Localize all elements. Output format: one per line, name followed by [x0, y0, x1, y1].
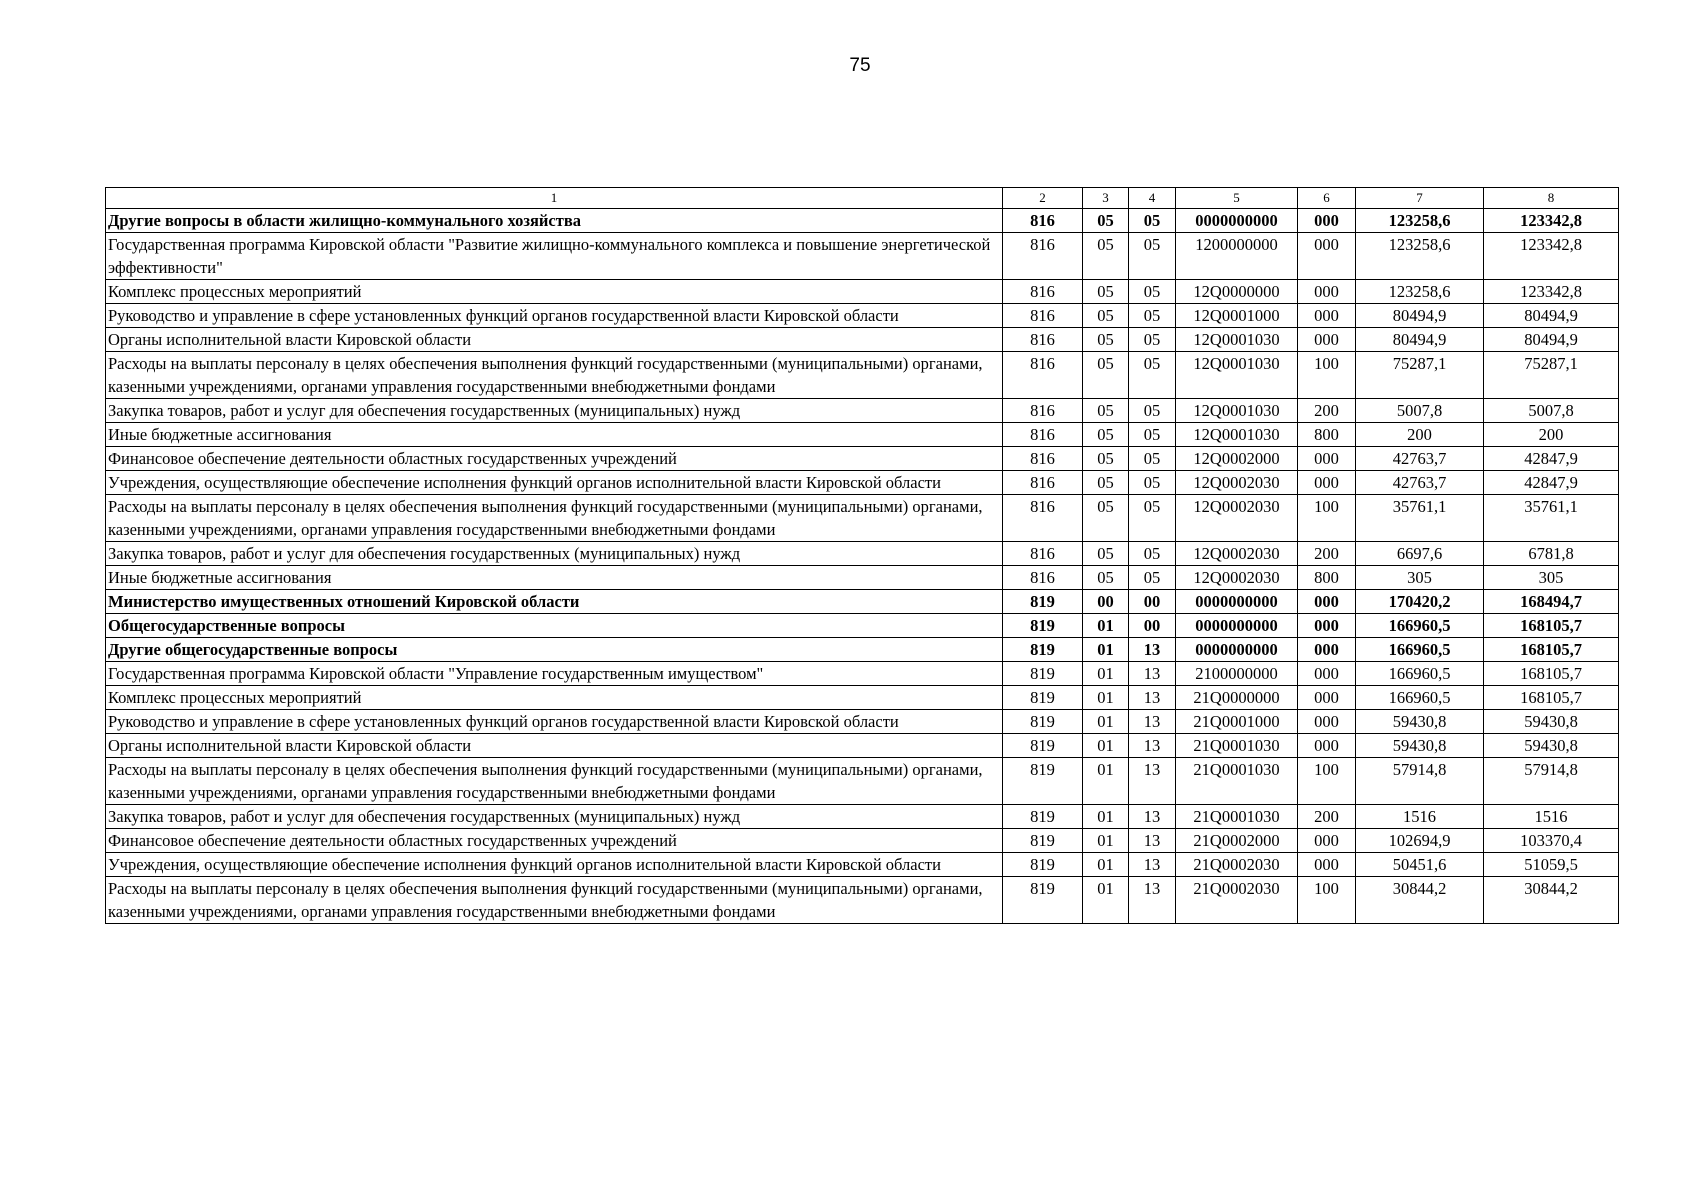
cell-subsection: 00: [1129, 590, 1176, 614]
cell-amount-year-1: 42763,7: [1356, 447, 1484, 471]
cell-subsection: 05: [1129, 495, 1176, 542]
cell-expense-type: 800: [1298, 423, 1356, 447]
cell-ministry-code: 819: [1003, 710, 1083, 734]
cell-subsection: 13: [1129, 877, 1176, 924]
cell-ministry-code: 816: [1003, 399, 1083, 423]
table-row: [106, 686, 1619, 710]
cell-name: Иные бюджетные ассигнования: [106, 423, 1003, 447]
table-row: [106, 710, 1619, 734]
cell-expense-type: 200: [1298, 805, 1356, 829]
cell-subsection: 05: [1129, 471, 1176, 495]
cell-section: 05: [1083, 304, 1129, 328]
cell-name: Другие общегосударственные вопросы: [106, 638, 1003, 662]
cell-amount-year-2: 1516: [1484, 805, 1619, 829]
cell-section: 01: [1083, 805, 1129, 829]
cell-ministry-code: 819: [1003, 662, 1083, 686]
cell-subsection: 13: [1129, 686, 1176, 710]
table-row: [106, 662, 1619, 686]
cell-target-article: 0000000000: [1176, 614, 1298, 638]
cell-expense-type: 000: [1298, 233, 1356, 280]
cell-subsection: 05: [1129, 328, 1176, 352]
cell-name: Министерство имущественных отношений Кировской области: [106, 590, 1003, 614]
cell-expense-type: 100: [1298, 352, 1356, 399]
cell-target-article: 12Q0001000: [1176, 304, 1298, 328]
cell-name: Комплекс процессных мероприятий: [106, 686, 1003, 710]
cell-subsection: 05: [1129, 423, 1176, 447]
cell-section: 05: [1083, 280, 1129, 304]
cell-subsection: 13: [1129, 758, 1176, 805]
cell-amount-year-2: 80494,9: [1484, 328, 1619, 352]
table-row: [106, 566, 1619, 590]
cell-target-article: 12Q0002000: [1176, 447, 1298, 471]
cell-amount-year-2: 168105,7: [1484, 686, 1619, 710]
cell-amount-year-2: 42847,9: [1484, 447, 1619, 471]
cell-section: 01: [1083, 877, 1129, 924]
cell-subsection: 05: [1129, 447, 1176, 471]
cell-section: 01: [1083, 734, 1129, 758]
cell-ministry-code: 816: [1003, 495, 1083, 542]
cell-subsection: 13: [1129, 638, 1176, 662]
cell-amount-year-1: 166960,5: [1356, 614, 1484, 638]
cell-name: Государственная программа Кировской области "Управление государственным имуществом": [106, 662, 1003, 686]
cell-target-article: 0000000000: [1176, 638, 1298, 662]
cell-section: 01: [1083, 758, 1129, 805]
cell-amount-year-1: 123258,6: [1356, 233, 1484, 280]
cell-section: 01: [1083, 638, 1129, 662]
cell-amount-year-2: 200: [1484, 423, 1619, 447]
cell-target-article: 12Q0002030: [1176, 495, 1298, 542]
cell-expense-type: 000: [1298, 734, 1356, 758]
cell-name: Расходы на выплаты персоналу в целях обеспечения выполнения функций государственными (муниципальными) органами, казенными учреждениями, органами управления государственными внебюджетными фондами: [106, 877, 1003, 924]
cell-section: 01: [1083, 853, 1129, 877]
cell-subsection: 05: [1129, 233, 1176, 280]
cell-ministry-code: 819: [1003, 614, 1083, 638]
cell-amount-year-2: 305: [1484, 566, 1619, 590]
cell-amount-year-2: 80494,9: [1484, 304, 1619, 328]
table-row: [106, 805, 1619, 829]
cell-amount-year-2: 42847,9: [1484, 471, 1619, 495]
header-col-2: 2: [1003, 188, 1083, 209]
table-row: [106, 877, 1619, 924]
cell-target-article: 12Q0001030: [1176, 328, 1298, 352]
cell-target-article: 21Q0002000: [1176, 829, 1298, 853]
cell-ministry-code: 816: [1003, 542, 1083, 566]
cell-amount-year-1: 50451,6: [1356, 853, 1484, 877]
cell-amount-year-2: 59430,8: [1484, 710, 1619, 734]
cell-expense-type: 000: [1298, 447, 1356, 471]
header-col-8: 8: [1484, 188, 1619, 209]
cell-expense-type: 000: [1298, 328, 1356, 352]
header-col-4: 4: [1129, 188, 1176, 209]
cell-subsection: 05: [1129, 304, 1176, 328]
cell-amount-year-1: 166960,5: [1356, 662, 1484, 686]
cell-amount-year-2: 6781,8: [1484, 542, 1619, 566]
cell-name: Расходы на выплаты персоналу в целях обеспечения выполнения функций государственными (муниципальными) органами, казенными учреждениями, органами управления государственными внебюджетными фондами: [106, 495, 1003, 542]
cell-amount-year-1: 6697,6: [1356, 542, 1484, 566]
cell-target-article: 21Q0000000: [1176, 686, 1298, 710]
cell-expense-type: 000: [1298, 638, 1356, 662]
header-col-1: 1: [106, 188, 1003, 209]
cell-target-article: 21Q0002030: [1176, 877, 1298, 924]
cell-expense-type: 000: [1298, 304, 1356, 328]
table-row: [106, 328, 1619, 352]
cell-amount-year-1: 35761,1: [1356, 495, 1484, 542]
cell-ministry-code: 819: [1003, 734, 1083, 758]
cell-amount-year-1: 123258,6: [1356, 209, 1484, 233]
cell-expense-type: 100: [1298, 495, 1356, 542]
cell-amount-year-1: 75287,1: [1356, 352, 1484, 399]
cell-section: 01: [1083, 686, 1129, 710]
cell-target-article: 21Q0001030: [1176, 734, 1298, 758]
cell-ministry-code: 816: [1003, 423, 1083, 447]
cell-amount-year-1: 59430,8: [1356, 710, 1484, 734]
cell-name: Закупка товаров, работ и услуг для обеспечения государственных (муниципальных) нужд: [106, 542, 1003, 566]
cell-section: 01: [1083, 614, 1129, 638]
cell-section: 05: [1083, 542, 1129, 566]
table-row: [106, 495, 1619, 542]
cell-name: Органы исполнительной власти Кировской области: [106, 734, 1003, 758]
cell-subsection: 05: [1129, 352, 1176, 399]
cell-amount-year-2: 168105,7: [1484, 662, 1619, 686]
table-row: [106, 853, 1619, 877]
cell-name: Расходы на выплаты персоналу в целях обеспечения выполнения функций государственными (муниципальными) органами, казенными учреждениями, органами управления государственными внебюджетными фондами: [106, 758, 1003, 805]
cell-section: 05: [1083, 352, 1129, 399]
cell-ministry-code: 819: [1003, 805, 1083, 829]
cell-amount-year-2: 168105,7: [1484, 638, 1619, 662]
cell-section: 00: [1083, 590, 1129, 614]
cell-target-article: 12Q0002030: [1176, 566, 1298, 590]
cell-subsection: 13: [1129, 662, 1176, 686]
cell-name: Другие вопросы в области жилищно-коммунального хозяйства: [106, 209, 1003, 233]
cell-amount-year-1: 1516: [1356, 805, 1484, 829]
cell-subsection: 13: [1129, 805, 1176, 829]
cell-amount-year-2: 123342,8: [1484, 280, 1619, 304]
budget-table: [105, 187, 1619, 924]
cell-expense-type: 100: [1298, 758, 1356, 805]
cell-amount-year-1: 200: [1356, 423, 1484, 447]
cell-target-article: 12Q0000000: [1176, 280, 1298, 304]
cell-name: Руководство и управление в сфере установленных функций органов государственной власти Кировской области: [106, 710, 1003, 734]
cell-name: Финансовое обеспечение деятельности областных государственных учреждений: [106, 447, 1003, 471]
cell-amount-year-2: 75287,1: [1484, 352, 1619, 399]
cell-subsection: 00: [1129, 614, 1176, 638]
cell-subsection: 13: [1129, 734, 1176, 758]
cell-section: 05: [1083, 209, 1129, 233]
cell-ministry-code: 819: [1003, 686, 1083, 710]
cell-section: 05: [1083, 233, 1129, 280]
cell-ministry-code: 816: [1003, 233, 1083, 280]
cell-amount-year-1: 123258,6: [1356, 280, 1484, 304]
cell-amount-year-2: 123342,8: [1484, 209, 1619, 233]
cell-ministry-code: 819: [1003, 590, 1083, 614]
cell-ministry-code: 819: [1003, 758, 1083, 805]
cell-section: 01: [1083, 662, 1129, 686]
cell-target-article: 0000000000: [1176, 590, 1298, 614]
cell-name: Комплекс процессных мероприятий: [106, 280, 1003, 304]
cell-ministry-code: 816: [1003, 447, 1083, 471]
table-row: [106, 614, 1619, 638]
cell-ministry-code: 816: [1003, 566, 1083, 590]
cell-ministry-code: 819: [1003, 829, 1083, 853]
table-row: [106, 471, 1619, 495]
table-row: [106, 352, 1619, 399]
header-col-7: 7: [1356, 188, 1484, 209]
cell-amount-year-2: 57914,8: [1484, 758, 1619, 805]
table-row: [106, 423, 1619, 447]
cell-expense-type: 200: [1298, 399, 1356, 423]
cell-name: Государственная программа Кировской области "Развитие жилищно-коммунального комплекса и повышение энергетической эффективности": [106, 233, 1003, 280]
table-row: [106, 829, 1619, 853]
cell-expense-type: 000: [1298, 829, 1356, 853]
table-header-row: [106, 188, 1619, 209]
table-row: [106, 399, 1619, 423]
table-row: [106, 233, 1619, 280]
table-row: [106, 758, 1619, 805]
cell-amount-year-1: 102694,9: [1356, 829, 1484, 853]
table-row: [106, 542, 1619, 566]
cell-amount-year-2: 59430,8: [1484, 734, 1619, 758]
cell-subsection: 13: [1129, 710, 1176, 734]
cell-name: Закупка товаров, работ и услуг для обеспечения государственных (муниципальных) нужд: [106, 399, 1003, 423]
cell-ministry-code: 819: [1003, 877, 1083, 924]
cell-subsection: 05: [1129, 542, 1176, 566]
cell-target-article: 12Q0001030: [1176, 399, 1298, 423]
cell-target-article: 12Q0001030: [1176, 423, 1298, 447]
cell-amount-year-2: 51059,5: [1484, 853, 1619, 877]
table-row: [106, 280, 1619, 304]
cell-amount-year-2: 30844,2: [1484, 877, 1619, 924]
cell-target-article: 21Q0001030: [1176, 758, 1298, 805]
cell-name: Органы исполнительной власти Кировской области: [106, 328, 1003, 352]
cell-target-article: 0000000000: [1176, 209, 1298, 233]
cell-amount-year-1: 80494,9: [1356, 304, 1484, 328]
cell-amount-year-2: 168105,7: [1484, 614, 1619, 638]
cell-expense-type: 000: [1298, 614, 1356, 638]
cell-name: Учреждения, осуществляющие обеспечение исполнения функций органов исполнительной власти Кировской области: [106, 471, 1003, 495]
cell-section: 01: [1083, 710, 1129, 734]
cell-target-article: 12Q0002030: [1176, 542, 1298, 566]
cell-amount-year-1: 30844,2: [1356, 877, 1484, 924]
header-col-5: 5: [1176, 188, 1298, 209]
cell-expense-type: 000: [1298, 686, 1356, 710]
cell-section: 05: [1083, 328, 1129, 352]
table-row: [106, 590, 1619, 614]
cell-target-article: 12Q0001030: [1176, 352, 1298, 399]
cell-amount-year-1: 5007,8: [1356, 399, 1484, 423]
cell-expense-type: 000: [1298, 590, 1356, 614]
cell-subsection: 13: [1129, 853, 1176, 877]
cell-expense-type: 000: [1298, 662, 1356, 686]
cell-amount-year-1: 80494,9: [1356, 328, 1484, 352]
table-row: [106, 638, 1619, 662]
cell-amount-year-2: 35761,1: [1484, 495, 1619, 542]
table-row: [106, 734, 1619, 758]
page-number: 75: [849, 55, 871, 76]
cell-name: Руководство и управление в сфере установленных функций органов государственной власти Кировской области: [106, 304, 1003, 328]
cell-amount-year-1: 166960,5: [1356, 638, 1484, 662]
cell-expense-type: 000: [1298, 280, 1356, 304]
cell-name: Общегосударственные вопросы: [106, 614, 1003, 638]
table-row: [106, 304, 1619, 328]
cell-amount-year-1: 305: [1356, 566, 1484, 590]
cell-subsection: 05: [1129, 566, 1176, 590]
table-row: [106, 209, 1619, 233]
cell-section: 05: [1083, 423, 1129, 447]
cell-expense-type: 200: [1298, 542, 1356, 566]
cell-expense-type: 800: [1298, 566, 1356, 590]
cell-ministry-code: 819: [1003, 638, 1083, 662]
cell-section: 05: [1083, 447, 1129, 471]
cell-amount-year-1: 57914,8: [1356, 758, 1484, 805]
cell-target-article: 21Q0001030: [1176, 805, 1298, 829]
cell-amount-year-2: 103370,4: [1484, 829, 1619, 853]
cell-ministry-code: 816: [1003, 328, 1083, 352]
cell-ministry-code: 816: [1003, 304, 1083, 328]
cell-section: 05: [1083, 495, 1129, 542]
cell-expense-type: 000: [1298, 209, 1356, 233]
cell-target-article: 21Q0002030: [1176, 853, 1298, 877]
header-col-3: 3: [1083, 188, 1129, 209]
cell-amount-year-1: 42763,7: [1356, 471, 1484, 495]
cell-target-article: 1200000000: [1176, 233, 1298, 280]
cell-subsection: 13: [1129, 829, 1176, 853]
cell-target-article: 21Q0001000: [1176, 710, 1298, 734]
cell-ministry-code: 816: [1003, 471, 1083, 495]
cell-amount-year-1: 170420,2: [1356, 590, 1484, 614]
cell-expense-type: 000: [1298, 710, 1356, 734]
cell-ministry-code: 819: [1003, 853, 1083, 877]
cell-name: Расходы на выплаты персоналу в целях обеспечения выполнения функций государственными (муниципальными) органами, казенными учреждениями, органами управления государственными внебюджетными фондами: [106, 352, 1003, 399]
header-col-6: 6: [1298, 188, 1356, 209]
cell-section: 05: [1083, 471, 1129, 495]
cell-ministry-code: 816: [1003, 209, 1083, 233]
cell-target-article: 2100000000: [1176, 662, 1298, 686]
cell-name: Учреждения, осуществляющие обеспечение исполнения функций органов исполнительной власти Кировской области: [106, 853, 1003, 877]
cell-expense-type: 100: [1298, 877, 1356, 924]
cell-name: Иные бюджетные ассигнования: [106, 566, 1003, 590]
cell-name: Закупка товаров, работ и услуг для обеспечения государственных (муниципальных) нужд: [106, 805, 1003, 829]
cell-section: 01: [1083, 829, 1129, 853]
cell-expense-type: 000: [1298, 471, 1356, 495]
cell-expense-type: 000: [1298, 853, 1356, 877]
cell-amount-year-1: 166960,5: [1356, 686, 1484, 710]
cell-target-article: 12Q0002030: [1176, 471, 1298, 495]
cell-amount-year-2: 123342,8: [1484, 233, 1619, 280]
cell-section: 05: [1083, 566, 1129, 590]
cell-subsection: 05: [1129, 399, 1176, 423]
cell-name: Финансовое обеспечение деятельности областных государственных учреждений: [106, 829, 1003, 853]
cell-amount-year-2: 168494,7: [1484, 590, 1619, 614]
cell-section: 05: [1083, 399, 1129, 423]
table-body: [106, 209, 1619, 924]
cell-ministry-code: 816: [1003, 352, 1083, 399]
cell-subsection: 05: [1129, 209, 1176, 233]
cell-ministry-code: 816: [1003, 280, 1083, 304]
cell-amount-year-1: 59430,8: [1356, 734, 1484, 758]
cell-subsection: 05: [1129, 280, 1176, 304]
table-row: [106, 447, 1619, 471]
cell-amount-year-2: 5007,8: [1484, 399, 1619, 423]
